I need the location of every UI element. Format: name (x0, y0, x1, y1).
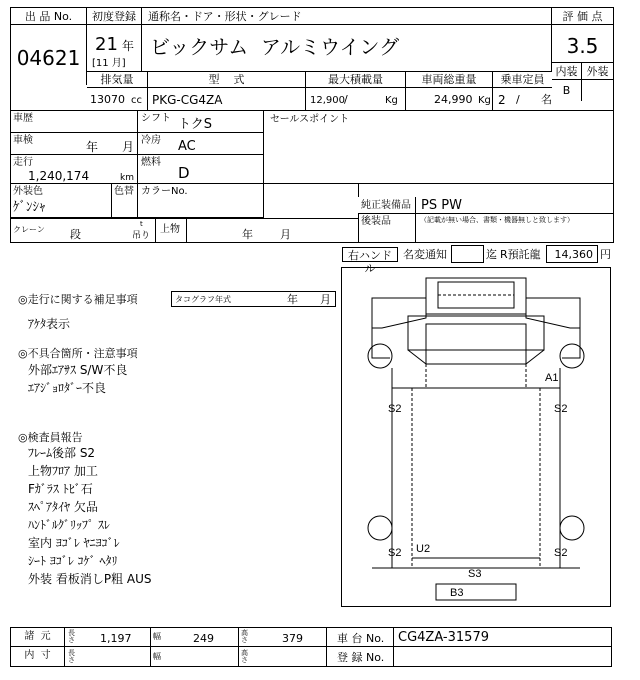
shift-value: トクS (178, 117, 212, 132)
aftermarket-label: 後装品 (361, 216, 391, 227)
chassis-value: CG4ZA-31579 (398, 630, 489, 645)
crane-hang: 吊り (132, 231, 151, 241)
inspector-title: ◎検査員報告 (18, 431, 83, 444)
interior-dims-label: 内 寸 (11, 650, 65, 666)
defects-title: ◎不具合箇所・注意事項 (18, 347, 138, 360)
crane-top-line (10, 218, 358, 219)
height-value: 379 (282, 632, 303, 645)
inspector-line-6: 室内 ﾖｺﾞﾚ ﾔﾆﾖｺﾞﾚ (28, 536, 120, 550)
reg-label: 登 録 No. (337, 651, 385, 664)
recycle-fee-box: 14,360 (546, 245, 598, 263)
fuel-label: 燃料 (141, 157, 161, 168)
interior-height-label: 高さ (241, 649, 248, 664)
max-load-value: 12,900 (310, 95, 345, 106)
height-col-divider (238, 628, 239, 666)
length-value: 1,197 (100, 632, 132, 645)
windshield (408, 316, 544, 350)
driving-line-1: ｱｹﾀ表示 (28, 317, 71, 331)
genuine-value: PS PW (421, 198, 462, 213)
name-label: 通称名・ドア・形状・グレード (142, 8, 552, 25)
first-reg-label: 初度登録 (87, 8, 142, 25)
tax-label: 迄 (486, 248, 497, 261)
first-reg-year-unit: 年 (122, 39, 135, 53)
fuel-value: D (178, 164, 190, 182)
chassis-label: 車 台 No. (337, 632, 385, 645)
body-label: 上物 (160, 224, 180, 235)
recycle-label: R預託龍 (500, 248, 541, 261)
capacity-slash: / (516, 93, 520, 106)
inspector-line-2: 上物ﾌﾛｱ 加工 (28, 464, 98, 478)
model-value: PKG-CG4ZA (152, 93, 223, 107)
yen-label: 円 (600, 248, 611, 261)
change-notice-box (451, 245, 484, 263)
cab-outline (426, 278, 526, 314)
change-notice-label: 名変通知 (403, 248, 447, 261)
chassis-col-divider (326, 628, 327, 666)
crane-stage: 段 (70, 228, 81, 241)
width-col-divider (150, 628, 151, 666)
lot-number: 04621 (11, 25, 87, 85)
inspection-year: 年 (86, 140, 99, 154)
left-door (372, 298, 426, 328)
displacement-value: 13070 (90, 93, 125, 106)
inspection-label: 車検 (13, 135, 33, 146)
label-s3: S3 (468, 568, 482, 580)
tacho-label: タコグラフ年式 (175, 295, 231, 304)
inspector-line-4: ｽﾍﾟｱﾀｲﾔ 欠品 (28, 500, 98, 514)
car-name: ビックサム アルミウイング (150, 35, 400, 59)
dims-col-divider (11, 628, 65, 666)
defects-line-1: 外部ｴｱｻｽ S/W不良 (28, 363, 128, 377)
body-right-side (560, 368, 580, 568)
body-left-side (372, 368, 392, 568)
inspector-line-8: 外装 看板消しP粗 AUS (28, 572, 152, 586)
history-label: 車歴 (13, 113, 33, 124)
tacho-month: 月 (320, 293, 331, 306)
color-no-label: カラーNo. (141, 186, 188, 197)
rear-left-wheel (368, 516, 392, 540)
rear-right-wheel (560, 516, 584, 540)
capacity-label: 乗車定員 (493, 71, 552, 88)
max-load-unit: Kg (385, 95, 398, 106)
capacity-value: 2 (498, 93, 506, 107)
first-reg-month: [11 月] (92, 58, 126, 69)
lot-label: 出 品 No. (11, 8, 87, 25)
cab-front-panel (426, 324, 526, 364)
genuine-label: 純正装備品 (361, 200, 411, 211)
truck-diagram (342, 268, 610, 606)
rating-label: 評 価 点 (552, 8, 613, 25)
cab-front-dash (426, 364, 526, 388)
chassis-value-divider (393, 628, 394, 666)
defects-line-2: ｴｱｼﾞｮﾛﾀﾞｰ不良 (28, 381, 107, 395)
gross-weight-label: 車両総重量 (406, 71, 493, 88)
label-a1: A1 (545, 372, 559, 384)
rear-bumper (436, 584, 516, 600)
inspector-line-1: ﾌﾚｰﾑ後部 S2 (28, 446, 96, 460)
crane-label: クレーン (13, 225, 45, 234)
crane-ton: t (140, 220, 143, 228)
max-load-slash: / (344, 93, 348, 106)
gross-weight-unit: Kg (478, 95, 491, 106)
body-month: 月 (280, 228, 291, 241)
aftermarket-note: （記載が無い場合、書類・機器無しと致します） (420, 216, 574, 224)
mileage-label: 走行 (13, 157, 33, 168)
gross-weight-value: 24,990 (434, 93, 473, 106)
inspector-line-7: ｼｰﾄ ﾖｺﾞﾚ ｺｹﾞ ﾍﾀﾘ (28, 554, 118, 568)
left-upper-divider (358, 184, 359, 197)
label-s2-rear-right: S2 (554, 547, 568, 559)
label-s2-rear-left: S2 (388, 547, 402, 559)
label-u2: U2 (416, 543, 431, 555)
windshield-right (526, 350, 544, 364)
rating-value: 3.5 (552, 25, 613, 63)
ext-color-label: 外装色 (13, 186, 43, 197)
model-label: 型 式 (148, 71, 306, 88)
inspector-line-3: Fｶﾞﾗｽ ﾄﾋﾞ石 (28, 482, 93, 496)
right-door (526, 298, 580, 328)
left-mirror (372, 328, 390, 358)
aircon-label: 冷房 (141, 135, 161, 146)
width-label: 幅 (153, 632, 161, 641)
length-label: 長さ (68, 629, 75, 644)
label-s2-left: S2 (388, 403, 402, 415)
mileage-value: 1,240,174 (28, 169, 90, 183)
interior-label: 内装 (552, 63, 582, 80)
ext-color-value: ｹﾞﾝｼｬ (13, 200, 46, 215)
windshield-left (408, 350, 426, 364)
driving-title: ◎走行に関する補足事項 (18, 293, 138, 306)
interior-grade: B (552, 80, 582, 101)
inspector-line-5: ﾊﾝﾄﾞﾙｸﾞﾘｯﾌﾟ ｽﾚ (28, 518, 110, 532)
shift-label: シフト (141, 113, 171, 124)
displacement-unit: cc (131, 95, 142, 106)
capacity-unit: 名 (541, 93, 552, 106)
interior-length-label: 長さ (68, 649, 75, 664)
width-value: 249 (193, 632, 214, 645)
sales-point-label: セールスポイント (270, 114, 350, 125)
label-s2-right: S2 (554, 403, 568, 415)
dims-label: 諸 元 (11, 631, 65, 647)
interior-width-label: 幅 (153, 652, 161, 661)
right-mirror (562, 328, 580, 358)
label-b3: B3 (450, 587, 464, 599)
aircon-value: AC (178, 139, 196, 154)
body-year: 年 (242, 228, 253, 241)
rhd-box: 右ハンドル (342, 247, 398, 262)
first-reg-year: 21 (95, 34, 118, 55)
height-label: 高さ (241, 629, 248, 644)
color-change-label: 色替 (114, 186, 134, 197)
max-load-label: 最大積載量 (306, 71, 406, 88)
exterior-label: 外装 (582, 63, 613, 80)
tacho-year: 年 (287, 293, 298, 306)
inspection-month: 月 (122, 140, 135, 154)
truck-diagram-box (341, 267, 611, 607)
displacement-label: 排気量 (87, 71, 148, 88)
mileage-unit: km (120, 173, 134, 183)
